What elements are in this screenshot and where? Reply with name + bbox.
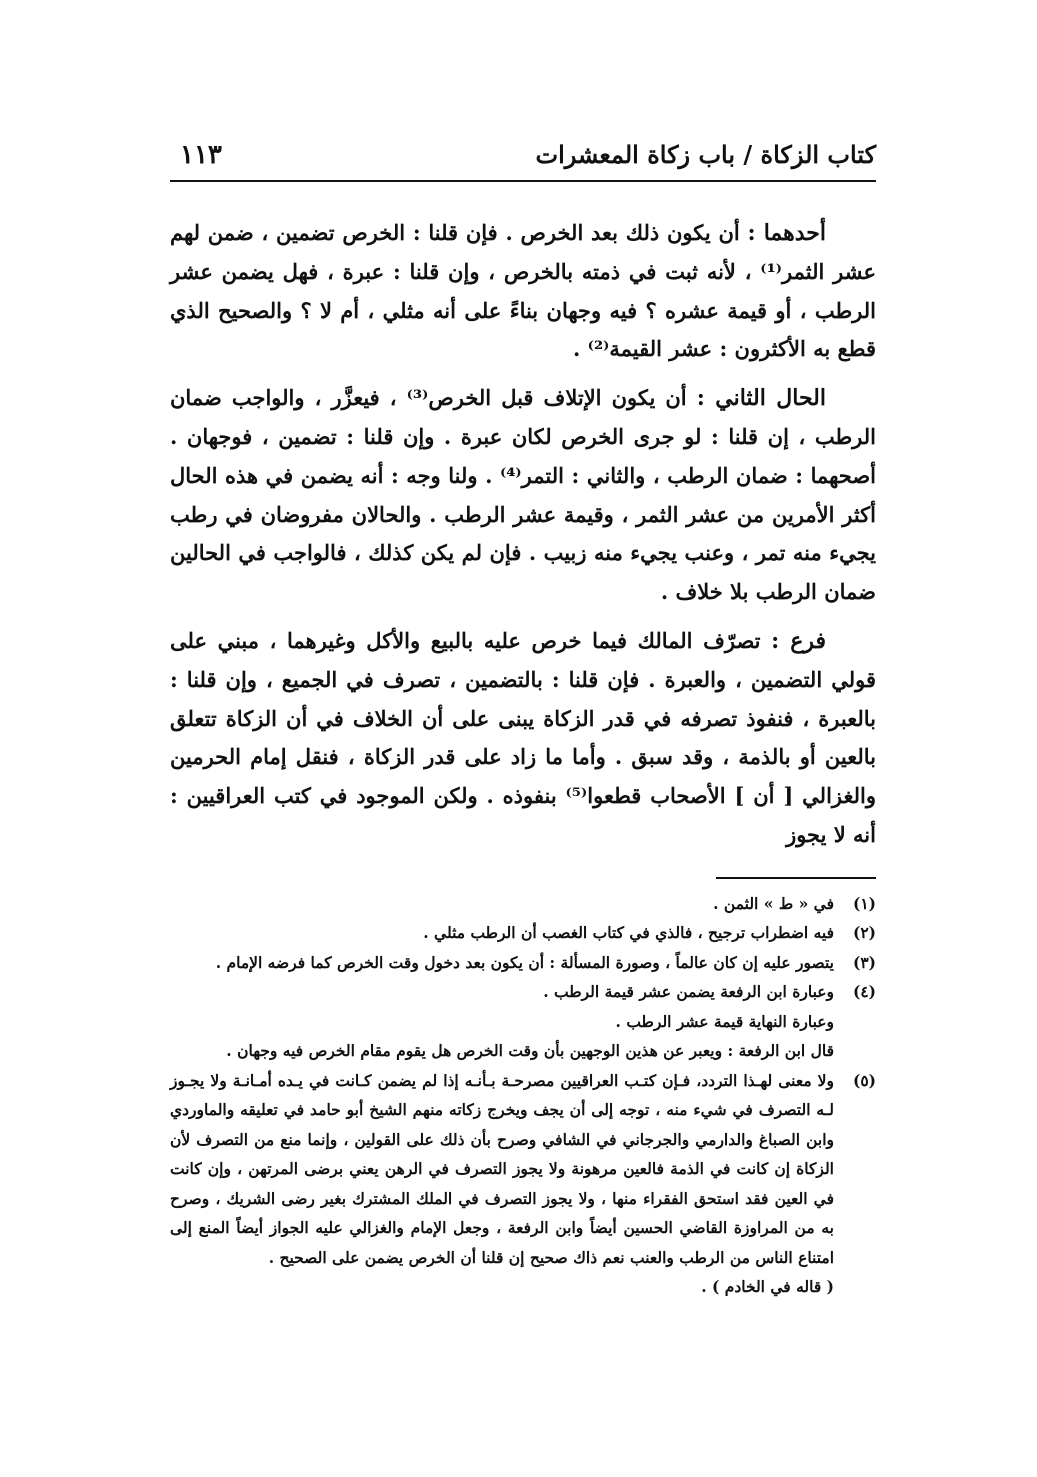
footnote-5 <box>170 1066 876 1273</box>
paragraph-1-lead: أحدهما : <box>747 220 826 246</box>
book-page <box>170 140 876 1302</box>
paragraph-3-lead: فرع : <box>771 627 827 654</box>
footnote-text: فيه اضطراب ترجيح ، فالذي في كتاب الغصب أن الرطب مثلي . <box>423 923 834 943</box>
main-text <box>170 214 876 855</box>
page-header <box>170 140 876 178</box>
footnote-4 <box>170 977 876 1007</box>
footnote-text: وعبارة ابن الرفعة يضمن عشر قيمة الرطب . <box>543 982 834 1002</box>
footnote-1 <box>170 889 876 919</box>
page-number: ١١٣ <box>180 140 222 170</box>
paragraph-2-lead: الحال الثاني : <box>696 385 826 412</box>
paragraph-3-text: تصرّف المالك فيما خرص عليه بالبيع والأكل وغيرهما ، مبني على قولي التضمين ، والعبرة . فإن قلنا : بالتضمين ، تصرف في الجميع ، وإن قلنا : بالعبرة ، فنفوذ تصرفه في قدر الزكاة يبنى على أن الخلاف في أن الزكاة تتعلق بالعين أو بالذمة ، وقد سبق . وأما ما زاد على قدر الزكاة ، فنقل إمام الحرمين والغزالي [ أن ] الأصحاب قطعوا⁽⁵⁾ بنفوذه . ولكن الموجود في كتب العراقيين : أنه لا يجوز <box>170 627 877 847</box>
paragraph-1-text: أن يكون ذلك بعد الخرص . فإن قلنا : الخرص تضمين ، ضمن لهم عشر الثمر⁽¹⁾ ، لأنه ثبت في ذمته بالخرص ، وإن قلنا : عبرة ، فهل يضمن عشر الرطب ، أو قيمة عشره ؟ فيه وجهان بناءً على أنه مثلي ، أم لا ؟ والصحيح الذي قطع به الأكثرون : عشر القيمة⁽²⁾ . <box>170 220 876 362</box>
footnote-number: (٤) <box>852 982 876 1002</box>
footnote-4-line-2: وعبارة النهاية قيمة عشر الرطب . <box>615 1011 834 1031</box>
footnote-text: في « ط » الثمن . <box>713 893 834 913</box>
paragraph-2-text: أن يكون الإتلاف قبل الخرص⁽³⁾ ، فيعزَّر ، والواجب ضمان الرطب ، إن قلنا : لو جرى الخرص لكان عبرة . وإن قلنا : تضمين ، فوجهان . أصحهما : ضمان الرطب ، والثاني : التمر⁽⁴⁾ . ولنا وجه : أنه يضمن في هذه الحال أكثر الأمرين من عشر الثمر ، وقيمة عشر الرطب . والحالان مفروضان في رطب يجيء منه تمر ، وعنب يجيء منه زبيب . فإن لم يكن كذلك ، فالواجب في الحالين ضمان الرطب بلا خلاف . <box>170 385 877 605</box>
running-title: كتاب الزكاة / باب زكاة المعشرات <box>535 140 876 169</box>
paragraph-2 <box>170 379 876 612</box>
footnotes <box>170 889 876 1302</box>
footnote-number: (٣) <box>852 952 876 972</box>
paragraph-3 <box>170 622 876 855</box>
footnote-number: (٢) <box>852 923 876 943</box>
footnote-text: ولا معنى لهـذا التردد، فـإن كتـب العراقيين مصرحـة بـأنـه إذا لم يضمن كـانت في يـده أمـانـة ولا يجـوز لـه التصرف في شيء منه ، توجه إلى أن يجف ويخرج زكاته منهم الشيخ أبو حامد في تعليقه والماوردي وابن الصباغ والدارمي والجرجاني في الشافي وصرح بأن ذلك على القولين ، وإنما منع من التصرف لأن الزكاة إن كانت في الذمة فالعين مرهونة ولا يجوز التصرف في الرهن يعني برضى المرتهن ، وإن كانت في العين فقد استحق الفقراء منها ، ولا يجوز التصرف في الملك المشترك بغير رضى الشريك ، وصرح به من المراوزة القاضي الحسين أيضاً وابن الرفعة ، وجعل الإمام والغزالي عليه الجواز أيضاً المنع إلى امتناع الناس من الرطب والعنب نعم ذاك صحيح إن قلنا أن الخرص يضمن على الصحيح . <box>170 1070 834 1267</box>
paragraph-1 <box>170 214 876 369</box>
header-rule <box>170 180 876 182</box>
footnote-number: (١) <box>852 893 876 913</box>
footnote-number: (٥) <box>852 1070 876 1090</box>
footnote-separator <box>716 877 876 879</box>
footnote-4-line-3: قال ابن الرفعة : ويعبر عن هذين الوجهين بأن وقت الخرص هل يقوم مقام الخرص فيه وجهان . <box>226 1041 834 1061</box>
footnote-5-source: ( قاله في الخادم ) . <box>701 1277 834 1297</box>
footnote-2 <box>170 918 876 948</box>
footnote-3 <box>170 948 876 978</box>
footnote-text: يتصور عليه إن كان عالماً ، وصورة المسألة : أن يكون بعد دخول وقت الخرص كما فرضه الإمام . <box>215 952 834 972</box>
